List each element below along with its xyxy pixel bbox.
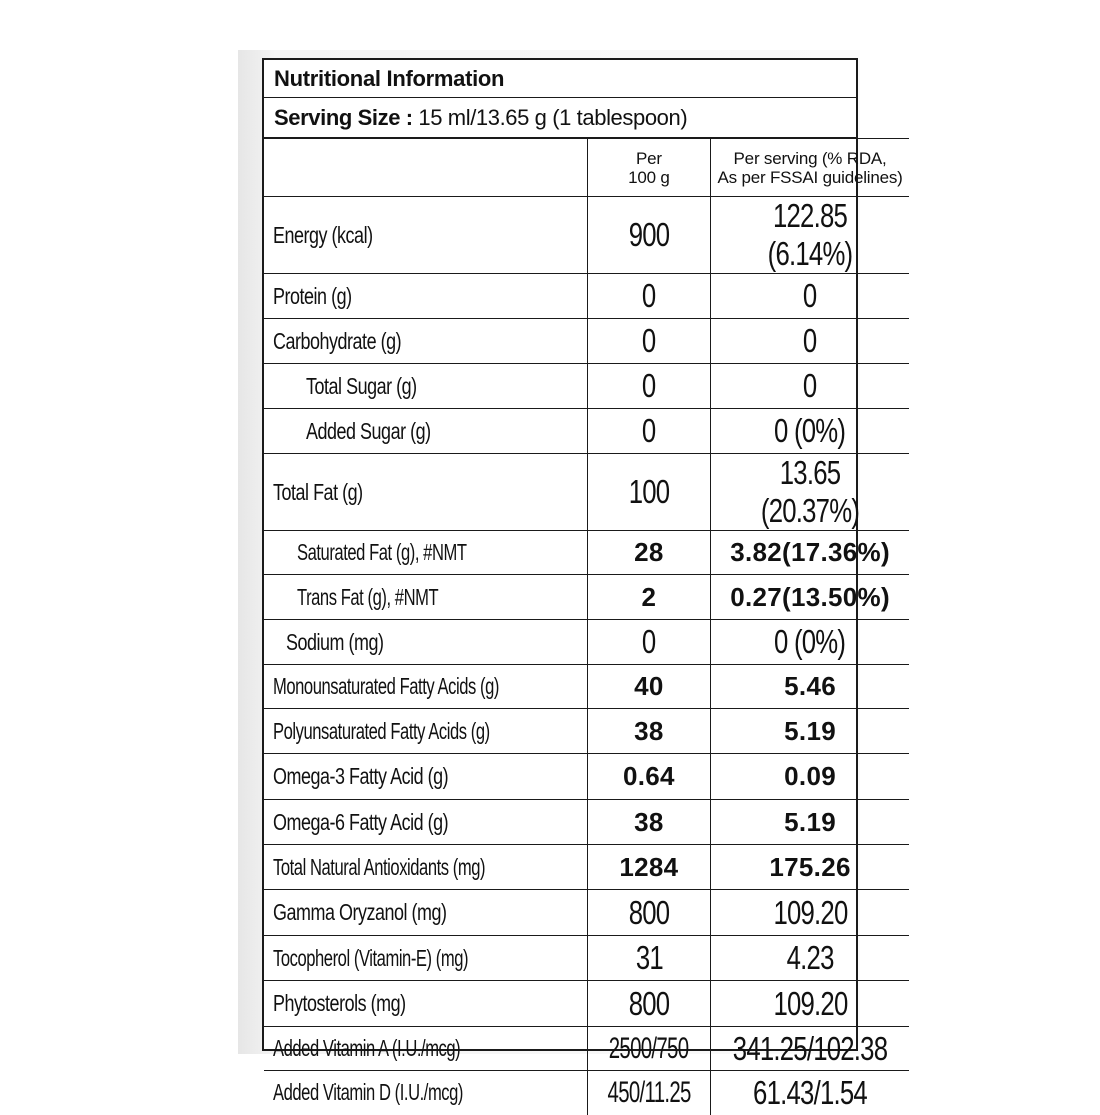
table-row xyxy=(264,319,909,364)
table-row xyxy=(264,274,909,319)
table-row xyxy=(264,936,909,981)
per-serving-value: 0 (0%) xyxy=(711,409,910,454)
label-title: Nutritional Information xyxy=(264,60,856,98)
nutrient-name: Total Fat (g) xyxy=(264,454,587,531)
table-row xyxy=(264,575,909,620)
per-serving-value: 341.25/102.38 xyxy=(711,1027,910,1071)
per-serving-value: 0 (0%) xyxy=(711,620,910,665)
per-serving-value: 0 xyxy=(711,364,910,409)
nutrient-name: Carbohydrate (g) xyxy=(264,319,587,364)
table-row xyxy=(264,845,909,890)
per-serving-value: 61.43/1.54 xyxy=(711,1071,910,1115)
header-per-serving-line1: Per serving (% RDA, xyxy=(733,148,887,168)
per-100g-value: 38 xyxy=(587,800,710,845)
serving-size-value: 15 ml/13.65 g (1 tablespoon) xyxy=(418,105,688,130)
nutrient-name: Added Vitamin A (I.U./mcg) xyxy=(264,1027,587,1071)
per-serving-value: 122.85 (6.14%) xyxy=(711,197,910,274)
nutrient-name: Phytosterols (mg) xyxy=(264,981,587,1027)
nutrient-name: Energy (kcal) xyxy=(264,197,587,274)
per-100g-value: 38 xyxy=(587,709,710,754)
per-100g-value: 0 xyxy=(587,620,710,665)
nutrient-name: Monounsaturated Fatty Acids (g) xyxy=(264,665,587,709)
per-serving-value: 109.20 xyxy=(711,981,910,1027)
per-serving-value: 5.46 xyxy=(711,665,910,709)
per-serving-value: 5.19 xyxy=(711,800,910,845)
header-per-100g-line2: 100 g xyxy=(628,167,670,187)
header-row xyxy=(264,139,909,197)
table-row xyxy=(264,531,909,575)
per-100g-value: 450/11.25 xyxy=(587,1071,710,1115)
header-per-100g xyxy=(587,139,710,197)
per-serving-value: 0.09 xyxy=(711,754,910,800)
nutrient-name: Gamma Oryzanol (mg) xyxy=(264,890,587,936)
nutrition-label xyxy=(262,58,903,1111)
per-100g-value: 800 xyxy=(587,890,710,936)
per-100g-value: 0 xyxy=(587,274,710,319)
per-serving-value: 5.19 xyxy=(711,709,910,754)
table-row xyxy=(264,454,909,531)
table-row xyxy=(264,1027,909,1071)
serving-size xyxy=(264,98,856,138)
table-row xyxy=(264,709,909,754)
serving-size-label: Serving Size : xyxy=(274,105,413,130)
table-row xyxy=(264,197,909,274)
header-per-serving-line2: As per FSSAI guidelines) xyxy=(717,167,903,187)
per-serving-value: 0 xyxy=(711,319,910,364)
nutrient-name: Total Sugar (g) xyxy=(264,364,587,409)
per-100g-value: 0.64 xyxy=(587,754,710,800)
nutrient-name: Added Vitamin D (I.U./mcg) xyxy=(264,1071,587,1115)
per-serving-value: 13.65 (20.37%) xyxy=(711,454,910,531)
table-row xyxy=(264,1071,909,1115)
per-100g-value: 28 xyxy=(587,531,710,575)
per-100g-value: 1284 xyxy=(587,845,710,890)
table-row xyxy=(264,620,909,665)
nutrient-name: Saturated Fat (g), #NMT xyxy=(264,531,587,575)
nutrient-name: Trans Fat (g), #NMT xyxy=(264,575,587,620)
header-per-serving xyxy=(711,139,910,197)
nutrient-name: Sodium (mg) xyxy=(264,620,587,665)
table-row xyxy=(264,800,909,845)
per-serving-value: 175.26 xyxy=(711,845,910,890)
header-empty xyxy=(264,139,587,197)
per-100g-value: 0 xyxy=(587,364,710,409)
per-serving-value: 109.20 xyxy=(711,890,910,936)
per-serving-value: 3.82(17.36%) xyxy=(711,531,910,575)
table-row xyxy=(264,754,909,800)
nutrient-name: Protein (g) xyxy=(264,274,587,319)
nutrient-name: Polyunsaturated Fatty Acids (g) xyxy=(264,709,587,754)
nutrient-name: Omega-3 Fatty Acid (g) xyxy=(264,754,587,800)
per-100g-value: 40 xyxy=(587,665,710,709)
per-serving-value: 0.27(13.50%) xyxy=(711,575,910,620)
nutrient-name: Tocopherol (Vitamin-E) (mg) xyxy=(264,936,587,981)
nutrition-table xyxy=(264,138,909,1115)
table-row xyxy=(264,981,909,1027)
per-100g-value: 0 xyxy=(587,409,710,454)
per-100g-value: 31 xyxy=(587,936,710,981)
per-100g-value: 0 xyxy=(587,319,710,364)
nutrient-name: Added Sugar (g) xyxy=(264,409,587,454)
per-100g-value: 100 xyxy=(587,454,710,531)
header-per-100g-line1: Per xyxy=(635,148,662,168)
per-100g-value: 900 xyxy=(587,197,710,274)
per-100g-value: 800 xyxy=(587,981,710,1027)
table-row xyxy=(264,665,909,709)
nutrient-name: Omega-6 Fatty Acid (g) xyxy=(264,800,587,845)
table-row xyxy=(264,890,909,936)
table-row xyxy=(264,364,909,409)
per-100g-value: 2 xyxy=(587,575,710,620)
per-serving-value: 0 xyxy=(711,274,910,319)
per-100g-value: 2500/750 xyxy=(587,1027,710,1071)
per-serving-value: 4.23 xyxy=(711,936,910,981)
table-row xyxy=(264,409,909,454)
nutrient-name: Total Natural Antioxidants (mg) xyxy=(264,845,587,890)
